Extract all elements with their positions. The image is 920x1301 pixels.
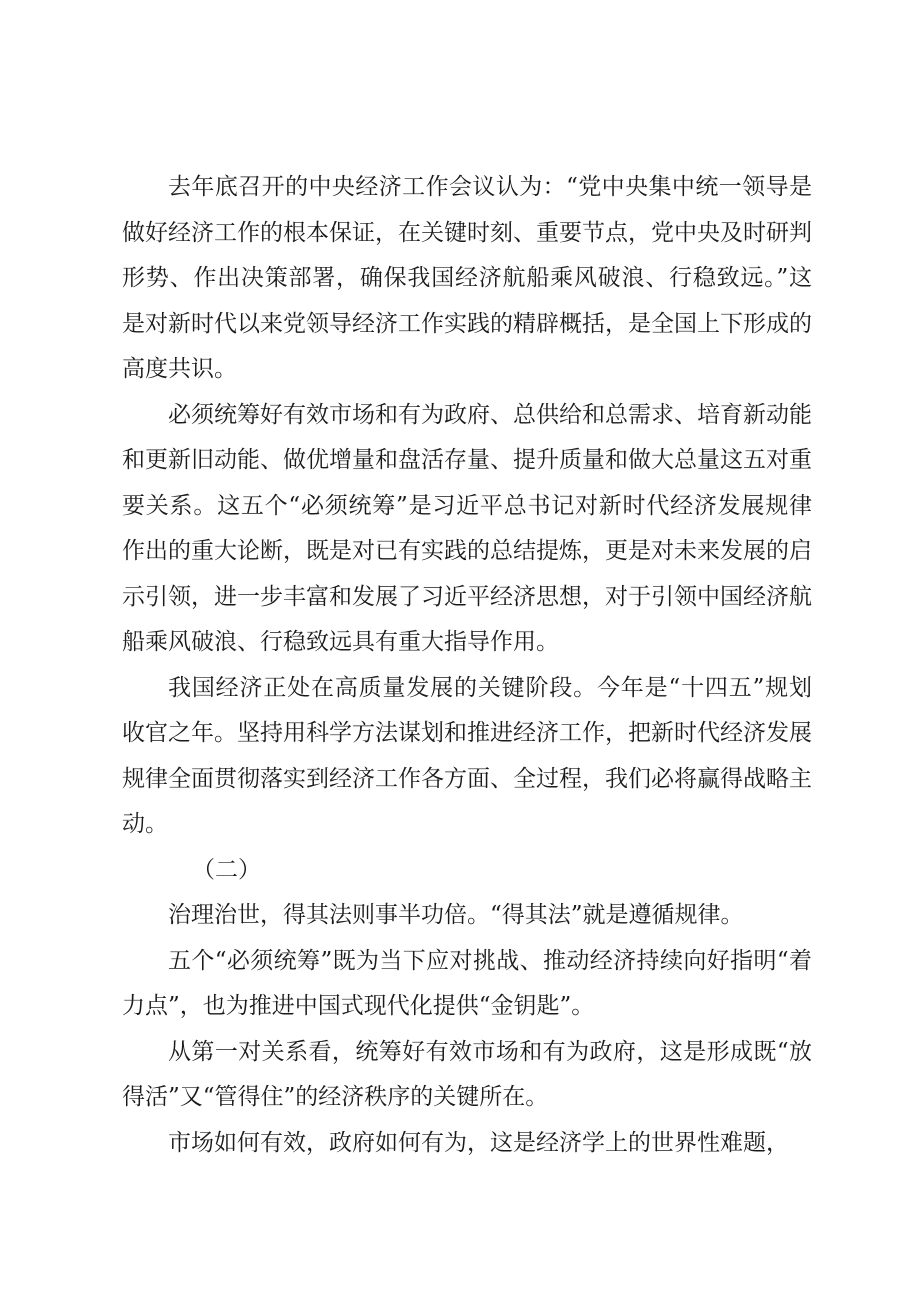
paragraph-7: 市场如何有效，政府如何有为，这是经济学上的世界性难题， [168,1129,789,1156]
paragraph-5: 五个“必须统筹”既为当下应对挑战、推动经济持续向好指明“着力点”，也为推进中国式现代化提供“金钥匙”。 [122,947,812,1019]
document-body [122,165,812,1166]
paragraph-1: 去年底召开的中央经济工作会议认为：“党中央集中统一领导是做好经济工作的根本保证，在关键时刻、重要节点，党中央及时研判形势、作出决策部署，确保我国经济航船乘风破浪、行稳致远。”这是对新时代以来党领导经济工作实践的精辟概括，是全国上下形成的高度共识。 [122,174,812,382]
paragraph-6: 从第一对关系看，统筹好有效市场和有为政府，这是形成既“放得活”又“管得住”的经济秩序的关键所在。 [122,1038,812,1110]
paragraph-4: 治理治世，得其法则事半功倍。“得其法”就是遵循规律。 [168,902,744,928]
section-heading: （二） [192,856,261,883]
paragraph-3: 我国经济正处在高质量发展的关键阶段。今年是“十四五”规划收官之年。坚持用科学方法谋划和推进经济工作，把新时代经济发展规律全面贯彻落实到经济工作各方面、全过程，我们必将赢得战略主动。 [122,674,812,837]
paragraph-2: 必须统筹好有效市场和有为政府、总供给和总需求、培育新动能和更新旧动能、做优增量和盘活存量、提升质量和做大总量这五对重要关系。这五个“必须统筹”是习近平总书记对新时代经济发展规律作出的重大论断，既是对已有实践的总结提炼，更是对未来发展的启示引领，进一步丰富和发展了习近平经济思想，对于引领中国经济航船乘风破浪、行稳致远具有重大指导作用。 [122,401,812,655]
